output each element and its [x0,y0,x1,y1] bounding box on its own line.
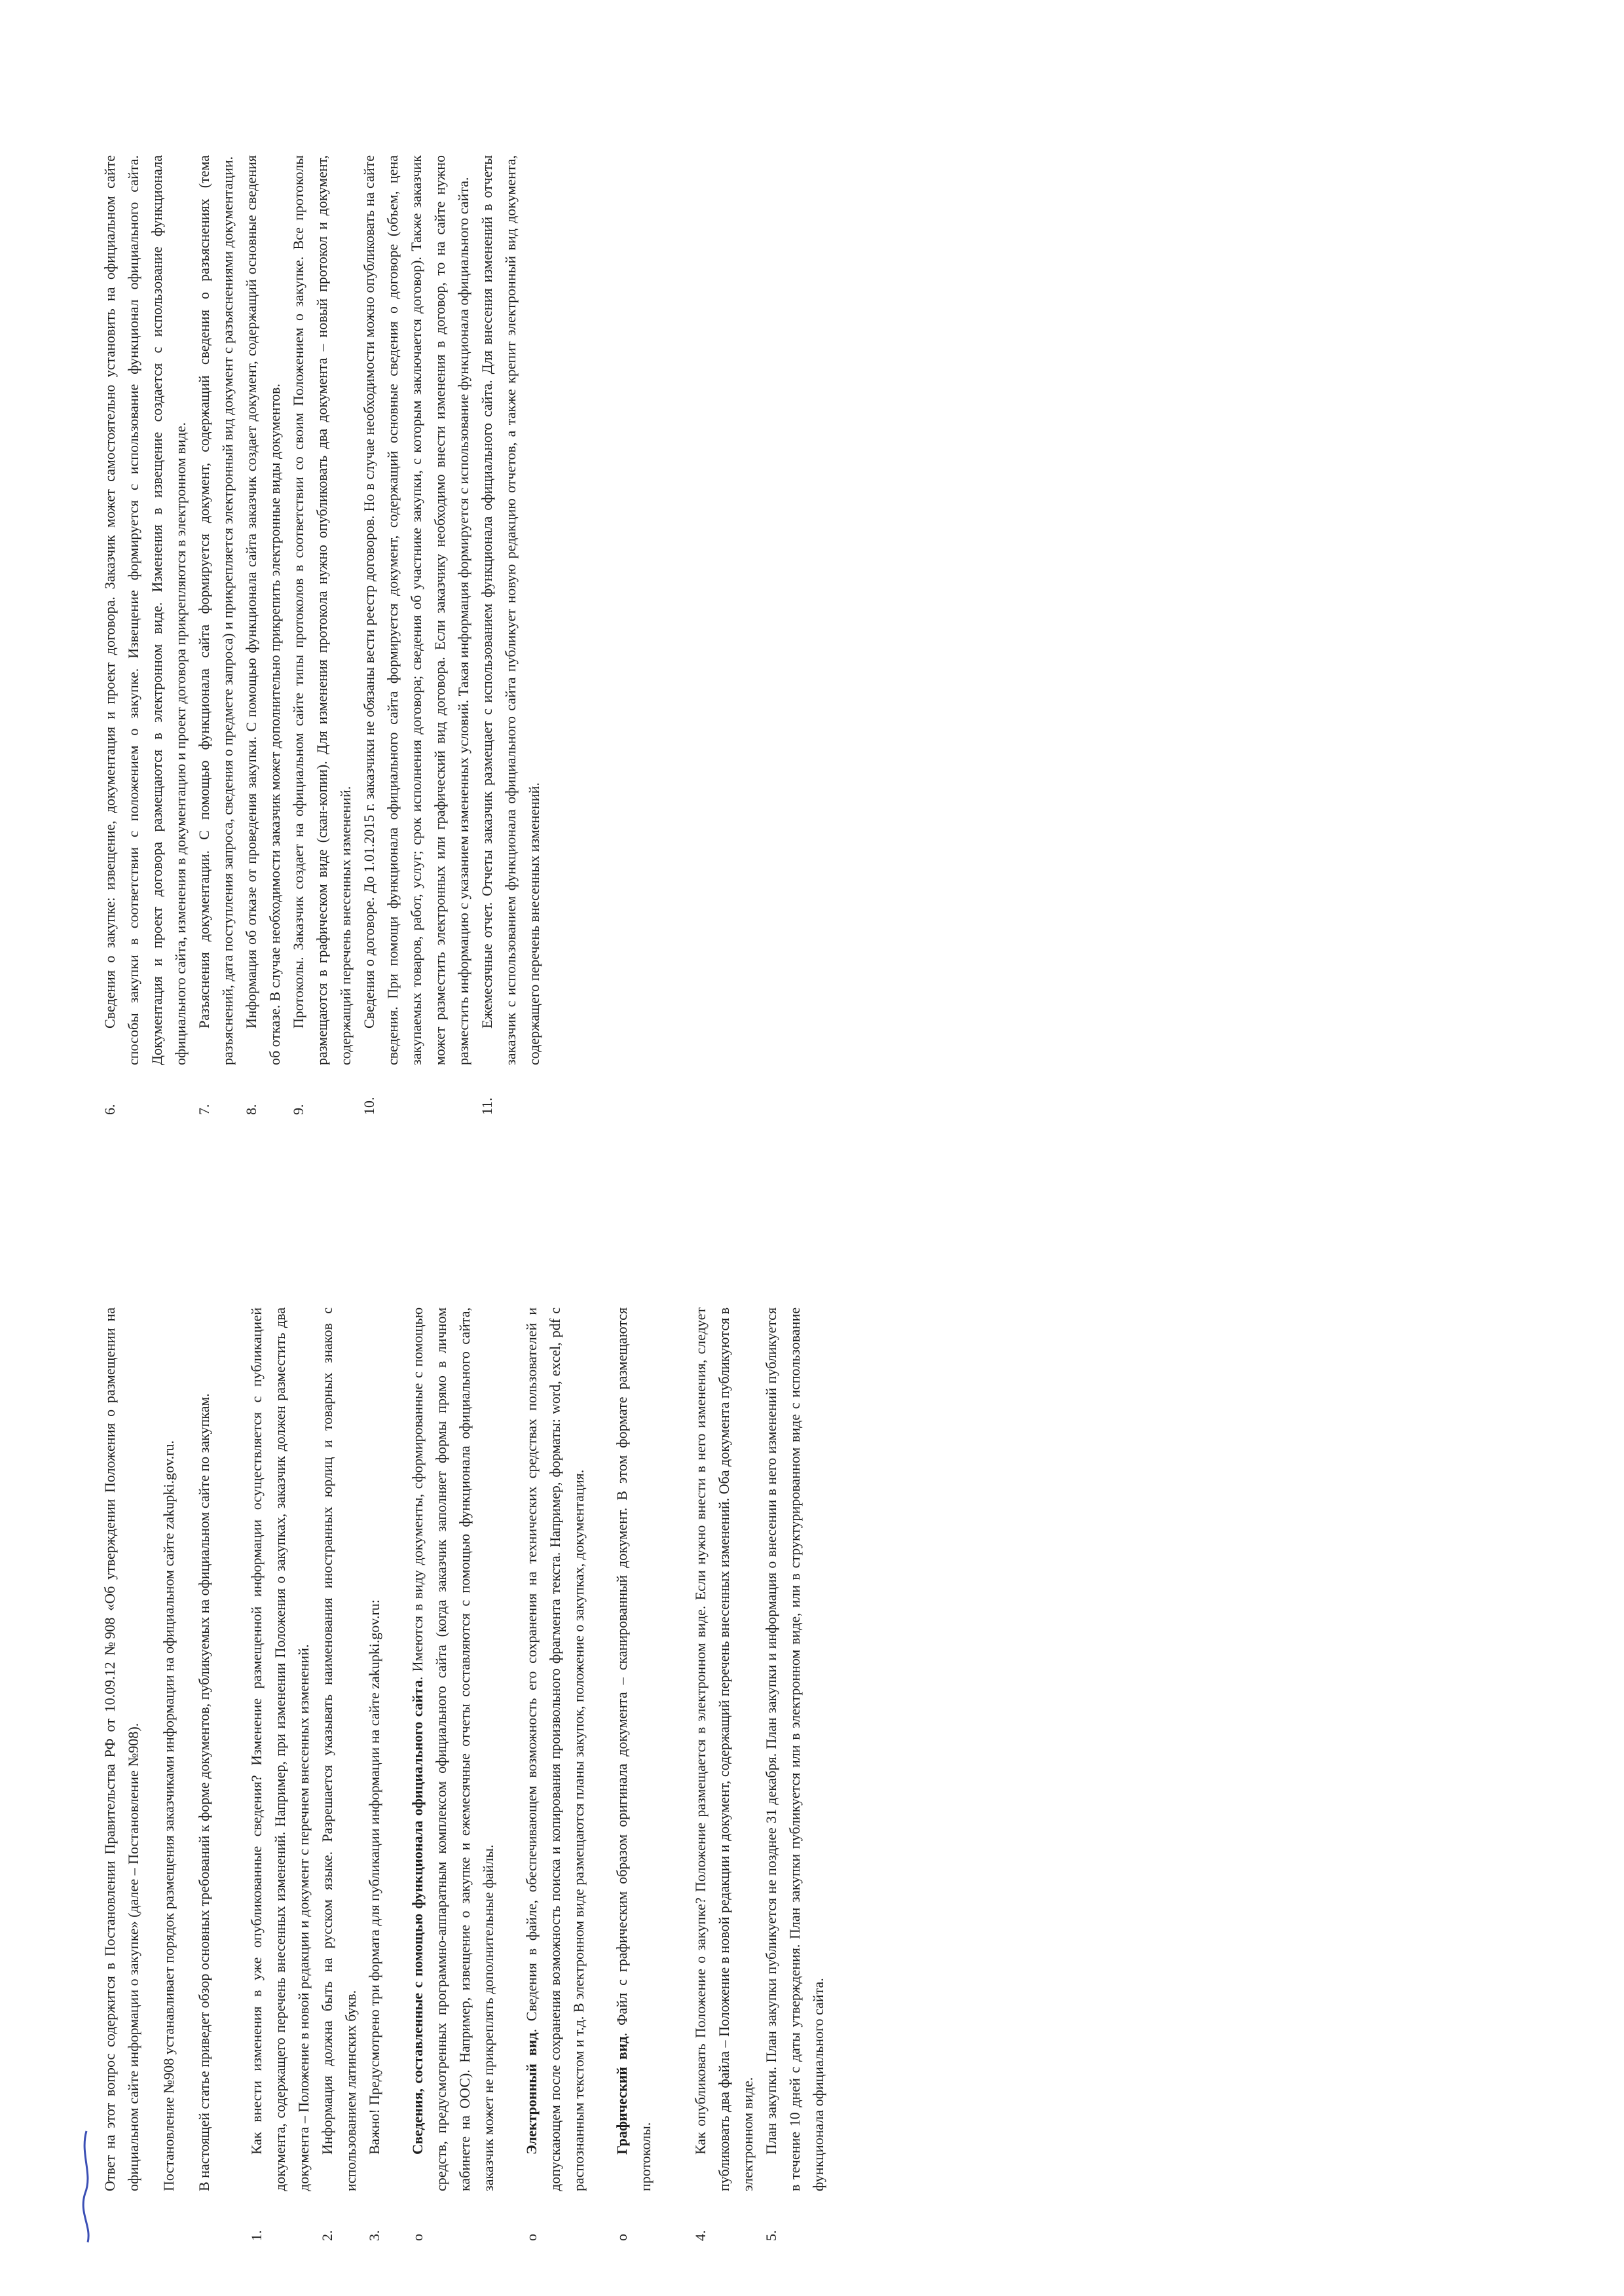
list-item-3 [363,1307,386,2241]
list-item-text: Ежемесячные отчет. Отчеты заказчик размещает с использованием функционала официального сайта. Для внесения изменений в отчеты заказчик с использованием функционала официального сайта публикует новую редакцию отчетов, а также крепит электронный вид документа, содержащего перечень внесенных изменений. [479,155,542,1065]
format-item-functional [406,1307,500,2241]
format-item-electronic [520,1307,591,2241]
list-item-8 [240,155,287,1115]
right-column [98,155,546,1115]
list-item-11 [475,155,546,1115]
list-item-7 [193,155,240,1115]
list-item-2 [316,1307,363,2241]
list-number: 1. [248,2230,265,2241]
list-number: 6. [101,1104,118,1115]
bullet-marker: o [409,2234,426,2241]
list-item-text: Как внести изменения в уже опубликованные сведения? Изменение размещенной информации осуществляется с публикацией документа, содержащего перечень внесенных изменений. Например, при изменении Положения о закупках, заказчик должен разместить два документа – Положение в новой редакции и документ с перечнем внесенных изменений. [248,1307,312,2191]
list-item-1 [245,1307,316,2241]
format-title: Электронный вид [523,2032,540,2155]
list-item-text: Разъяснения документации. С помощью функционала сайта формируется документ, содержащий сведения о разъяснениях (тема разъяснений, дата поступления запроса, сведения о предмете запроса) и прикрепляется электронный вид документ с разъяснениями документации. [196,155,236,1065]
handwritten-pen-mark [73,2128,100,2246]
format-description: . Имеются в виду документы, сформированные с помощью средств, предусмотренных программно-аппаратным комплексом официального сайта (когда заказчик заполняет формы прямо в личном кабинете на ООС). Например, извещение о закупке и ежемесячные отчеты составляются с помощью функционала официального сайта, заказчик может не прикреплять дополнительные файлы. [409,1307,496,2191]
bullet-marker: o [614,2234,630,2241]
list-item-text: Протоколы. Заказчик создает на официальном сайте типы протоколов в соответствии со своим Положением о закупке. Все протоколы размещаются в графическом виде (скан-копии). Для изменения протокола нужно опубликовать два документа – новый протокол и документ, содержащий перечень внесенных изменений. [290,155,354,1065]
intro-paragraph-1: Ответ на этот вопрос содержится в Постановлении Правительства РФ от 10.09.12 №908 «Об утверждении Положения о размещении на официальном сайте информации о закупке» (далее – Постановление №908). [101,1307,141,2191]
list-item-text: Сведения о договоре. До 1.01.2015 г. заказчики не обязаны вести реестр договоров. Но в случае необходимости можно опубликовать на сайте сведения. При помощи функционала официального сайта формируется документ, содержащий основные сведения о договоре (объем, цена закупаемых товаров, работ, услуг; срок исполнения договора; сведения об участнике закупки, с которым заключается договор). Также заказчик может разместить электронных или графический вид договора. Если заказчику необходимо внести изменения в договор, то на сайте нужно разместить информацию с указанием измененных условий. Такая информация формируется с использование функционала официального сайта. [361,155,471,1065]
list-number: 10. [361,1097,377,1115]
bullet-marker: o [523,2234,540,2241]
list-item-9 [287,155,358,1115]
intro-paragraph-3: В настоящей статье приведет обзор основных требований к форме документов, публикуемых на официальном сайте по закупкам. [196,1393,212,2191]
intro-paragraph-2: Постановление №908 устанавливает порядок размещения заказчиками информации на официальном сайте zakupki.gov.ru. [160,1440,177,2191]
left-column [98,1307,830,2241]
list-number: 2. [319,2230,335,2241]
list-item-text: План закупки. План закупки публикуется не позднее 31 декабря. План закупки и информация о внесении в него изменений публикуется в течение 10 дней с даты утверждения. План закупки публикуется или в электронном виде, или в структурированном виде с использование функционала официального сайта. [763,1307,826,2191]
format-title: Сведения, составленные с помощью функционала официального сайта [409,1680,426,2155]
list-item-text: Как опубликовать Положение о закупке? Положение размещается в электронном виде. Если нужно внести в него изменения, следует публиковать два файла – Положение в новой редакции и документ, содержащий перечень внесенных изменений. Оба документа публикуются в электронном виде. [692,1307,756,2191]
format-title: Графический вид [614,2036,630,2155]
list-number: 9. [290,1104,306,1115]
list-item-text: Сведения о закупке: извещение, документация и проект договора. Заказчик может самостоятельно установить на официальном сайте способы закупки в соответствии с положением о закупке. Извещение формируется с использование функционал официального сайта. Документация и проект договора размещаются в электронном виде. Изменения в извещение создается с использование функционала официального сайта, изменения в документацию и проект договора прикрепляются в электронном виде. [101,155,189,1065]
format-description: . Сведения в файле, обеспечивающем возможность его сохранения на технических средствах пользователей и допускающем после сохранения возможность поиска и копирования произвольного фрагмента текста. Например, форматы: word, excel, pdf с распознанным текстом и т.д. В электронном виде размещаются планы закупок, положение о закупках, документация. [523,1307,587,2191]
list-number: 11. [479,1097,495,1115]
list-item-4 [689,1307,760,2241]
list-item-text: Информация должна быть на русском языке. Разрешается указывать наименования иностранных юрлиц и товарных знаков с использованием латинских букв. [319,1307,359,2191]
list-item-5 [760,1307,830,2241]
list-number: 7. [196,1104,212,1115]
format-description: . Файл с графическим образом оригинала документа – сканированный документ. В этом формате размещаются протоколы. [614,1307,654,2191]
list-item-text: Информация об отказе от проведения закупки. С помощью функционала сайта заказчик создает документ, содержащий основные сведения об отказе. В случае необходимости заказчик может дополнительно прикрепить электронные виды документов. [243,155,283,1065]
list-item-10 [358,155,475,1115]
list-number: 3. [366,2230,382,2241]
list-number: 5. [763,2230,779,2241]
list-item-text: Важно! Предусмотрено три формата для публикации информации на сайте zakupki.gov.ru: [366,1599,382,2155]
format-item-graphic [610,1307,657,2241]
list-number: 8. [243,1104,259,1115]
list-item-6 [98,155,193,1115]
list-number: 4. [692,2230,709,2241]
